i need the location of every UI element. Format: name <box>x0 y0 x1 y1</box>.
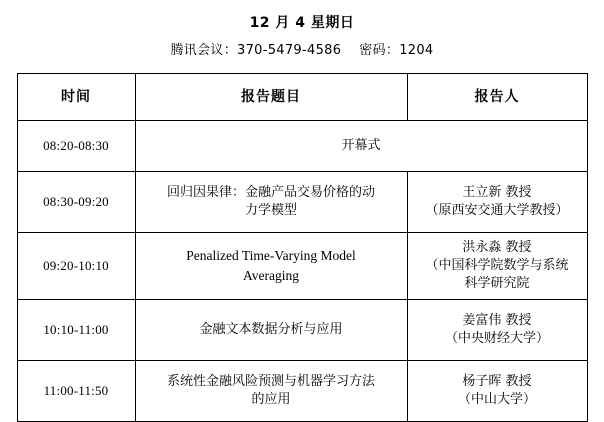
topic-line-2: 的应用 <box>251 392 291 407</box>
cell-topic <box>135 361 407 422</box>
cell-time: 08:30-09:20 <box>17 172 135 233</box>
speaker-affiliation: （中国科学院数学与系统 <box>425 258 569 273</box>
speaker-affiliation: （中山大学） <box>457 392 536 407</box>
topic-line-2: 力学模型 <box>244 203 297 218</box>
topic-line-1: Penalized Time-Varying Model <box>186 248 356 263</box>
speaker-name: 洪永淼 教授 <box>462 240 532 255</box>
cell-time: 09:20-10:10 <box>17 233 135 300</box>
cell-topic <box>135 233 407 300</box>
cell-speaker <box>407 300 587 361</box>
table-row <box>17 300 587 361</box>
table-row <box>17 233 587 300</box>
table-row <box>17 121 587 172</box>
cell-topic <box>135 300 407 361</box>
speaker-name: 王立新 教授 <box>462 185 532 200</box>
topic-line-1: 系统性金融风险预测与机器学习方法 <box>166 374 375 389</box>
cell-topic <box>135 172 407 233</box>
column-header-topic: 报告题目 <box>135 74 407 121</box>
cell-time: 11:00-11:50 <box>17 361 135 422</box>
cell-speaker <box>407 172 587 233</box>
meeting-id: 370-5479-4586 <box>237 43 342 58</box>
document-header <box>0 0 604 61</box>
column-header-time: 时间 <box>17 74 135 121</box>
topic-line-2: Averaging <box>243 268 299 283</box>
topic-line-1: 金融文本数据分析与应用 <box>199 322 343 337</box>
meeting-label: 腾讯会议： <box>170 43 238 58</box>
schedule-table <box>17 73 588 422</box>
meeting-info <box>0 41 604 61</box>
speaker-name: 姜富伟 教授 <box>462 313 532 328</box>
cell-time: 08:20-08:30 <box>17 121 135 172</box>
table-row <box>17 361 587 422</box>
table-header-row <box>17 74 587 121</box>
password-label: 密码： <box>359 43 400 58</box>
speaker-affiliation-2: 科学研究院 <box>464 276 530 291</box>
speaker-name: 杨子晖 教授 <box>462 374 532 389</box>
speaker-affiliation: （原西安交通大学教授） <box>425 203 569 218</box>
cell-topic: 开幕式 <box>135 121 587 172</box>
meeting-password: 1204 <box>399 43 434 58</box>
table-row <box>17 172 587 233</box>
cell-time: 10:10-11:00 <box>17 300 135 361</box>
page-title: 12 月 4 星期日 <box>249 15 355 31</box>
speaker-affiliation: （中央财经大学） <box>444 331 549 346</box>
column-header-speaker: 报告人 <box>407 74 587 121</box>
topic-line-1: 回归因果律：金融产品交易价格的动 <box>166 185 375 200</box>
cell-speaker <box>407 361 587 422</box>
cell-speaker <box>407 233 587 300</box>
